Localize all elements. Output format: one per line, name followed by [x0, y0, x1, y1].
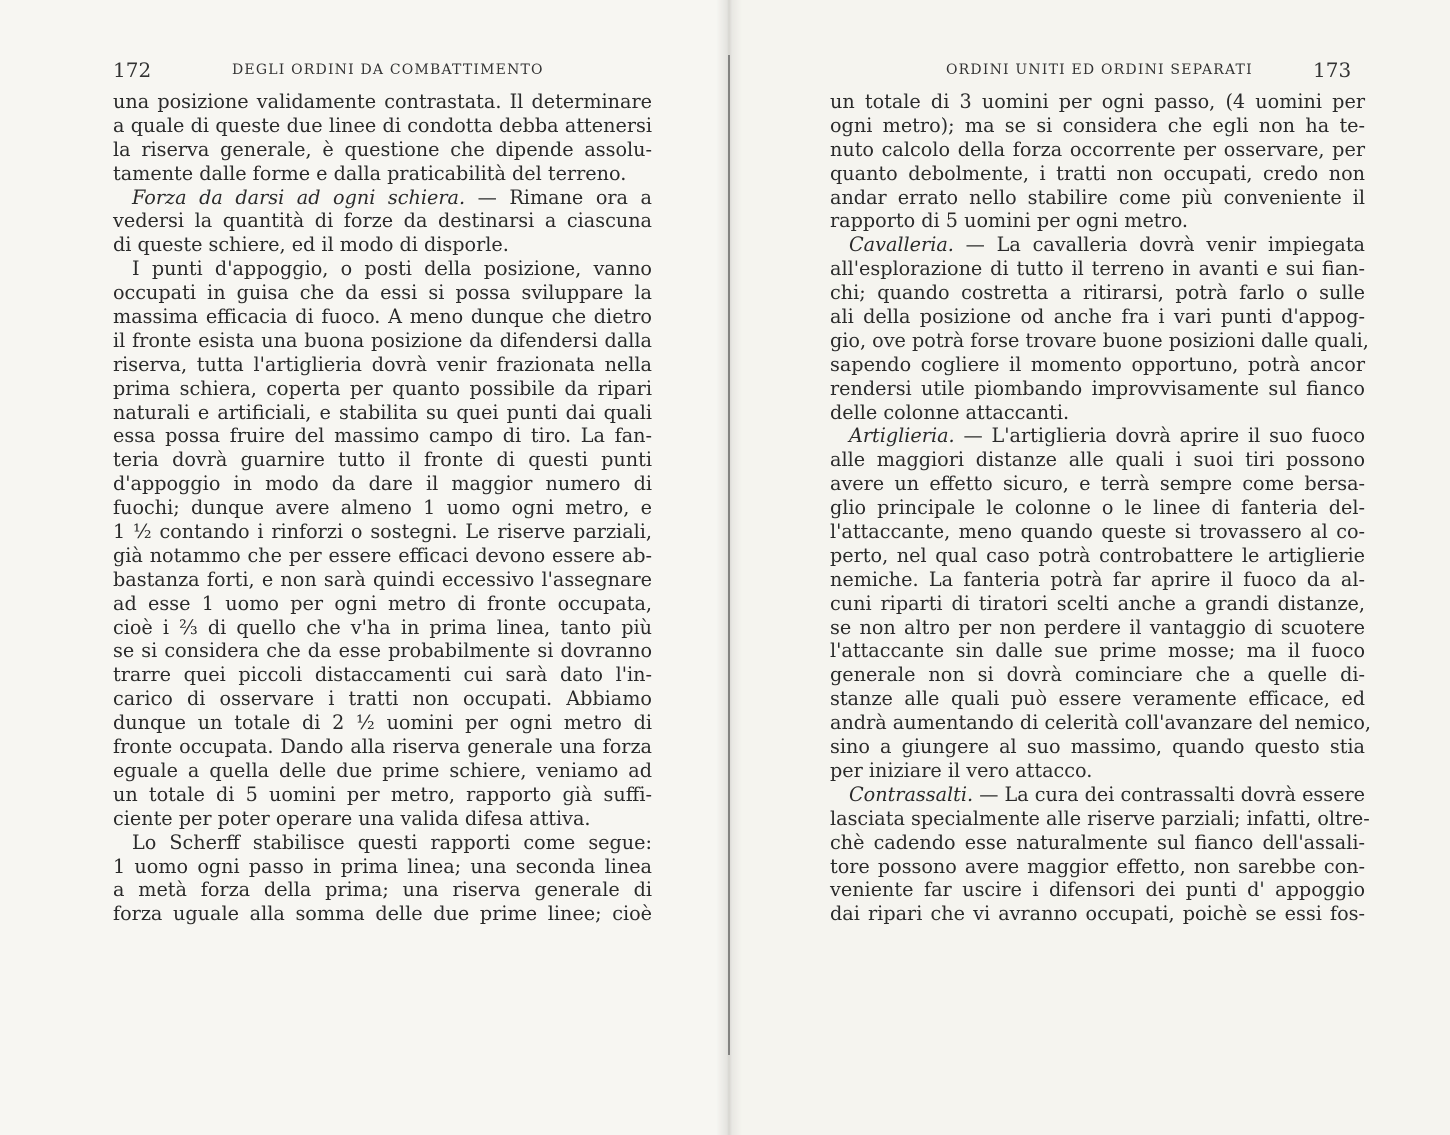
line-text: dunque un totale di 2 ½ uomini per ogni metro di — [113, 711, 652, 735]
line-text: glio principale le colonne o le linee di fanteria del- — [830, 496, 1365, 520]
text-line — [830, 114, 1365, 138]
line-text: fronte occupata. Dando alla riserva generale una forza — [113, 735, 652, 759]
text-line — [830, 711, 1372, 735]
line-text: fuochi; dunque avere almeno 1 uomo ogni metro, e — [113, 496, 652, 520]
line-text: bastanza forti, e non sarà quindi eccessivo l'assegnare — [113, 567, 652, 591]
line-text: dai ripari che vi avranno occupati, poichè se essi fos- — [830, 902, 1365, 926]
text-line — [113, 807, 652, 831]
running-head: ORDINI UNITI ED ORDINI SEPARATI — [946, 62, 1253, 78]
text-line — [830, 281, 1365, 305]
line-text: — La cavalleria dovrà venir impiegata — [953, 233, 1365, 257]
line-text: andrà aumentando di celerità coll'avanzare del nemico, — [830, 711, 1372, 735]
line-text: sapendo cogliere il momento opportuno, potrà ancor — [830, 352, 1365, 376]
text-line — [830, 759, 1365, 783]
text-line — [830, 448, 1365, 472]
text-line — [830, 735, 1365, 759]
text-line — [113, 472, 652, 496]
text-line — [113, 424, 652, 448]
text-line — [830, 616, 1365, 640]
text-line — [830, 328, 1369, 353]
text-line — [830, 472, 1365, 496]
text-line — [113, 831, 652, 855]
line-text: 1 ½ contando i rinforzi o sostegni. Le riserve parziali, — [113, 520, 652, 544]
line-text: la riserva generale, è questione che dipende assolu- — [113, 137, 652, 161]
line-text: I punti d'appoggio, o posti della posizione, vanno — [132, 257, 652, 281]
line-text: Lo Scherff stabilisce questi rapporti come segue: — [132, 830, 652, 854]
text-line — [830, 353, 1365, 377]
line-text: delle colonne attaccanti. — [830, 400, 1070, 424]
line-text: carico di osservare i tratti non occupati. Abbiamo — [113, 687, 652, 711]
text-line — [830, 878, 1365, 902]
line-text: tamente dalle forme e dalla praticabilità del terreno. — [113, 161, 627, 185]
line-text: forza uguale alla somma delle due prime linee; cioè — [113, 902, 652, 926]
line-text: trarre quei piccoli distaccamenti cui sarà dato l'in- — [113, 663, 652, 687]
text-line — [830, 257, 1365, 281]
text-line — [113, 544, 652, 568]
line-text: ogni metro); ma se si considera che egli non ha te- — [830, 113, 1365, 137]
text-line — [830, 305, 1365, 329]
page-number: 172 — [113, 58, 152, 82]
text-line — [830, 90, 1365, 114]
line-text: una posizione validamente contrastata. Il determinare — [113, 90, 652, 113]
text-line — [113, 735, 652, 759]
line-text: lasciata specialmente alle riserve parziali; infatti, oltre- — [830, 806, 1370, 830]
line-text: tore possono avere maggior effetto, non sarebbe con- — [830, 854, 1365, 878]
line-text: se si considera che da esse probabilmente si dovranno — [113, 639, 652, 663]
page-body-text — [113, 90, 652, 926]
text-line — [113, 616, 652, 640]
text-line — [113, 520, 652, 544]
line-text: gio, ove potrà forse trovare buone posizioni dalle quali, — [830, 328, 1369, 352]
line-text: occupati in guisa che da essi si possa sviluppare la — [113, 281, 652, 305]
line-text: ad esse 1 uomo per ogni metro di fronte occupata, — [113, 591, 652, 615]
line-text: un totale di 5 uomini per metro, rapporto già suffi- — [113, 782, 652, 806]
line-text: cuni riparti di tiratori scelti anche a grandi distanze, — [830, 591, 1365, 615]
text-line — [113, 281, 652, 305]
text-line — [830, 233, 1365, 257]
text-line — [113, 401, 652, 425]
line-text: quanto debolmente, i tratti non occupati, credo non — [830, 161, 1365, 185]
text-line — [113, 592, 652, 616]
text-line — [830, 687, 1365, 711]
line-text: già notammo che per essere efficaci devono essere ab- — [113, 543, 652, 567]
text-line — [113, 663, 652, 687]
line-text: un totale di 3 uomini per ogni passo, (4 uomini per — [830, 90, 1365, 113]
text-line — [830, 831, 1365, 855]
text-line — [830, 209, 1365, 233]
text-line — [113, 209, 652, 233]
text-line — [830, 424, 1365, 448]
text-line — [830, 377, 1365, 401]
text-line — [113, 257, 652, 281]
line-text: ciente per poter operare una valida difesa attiva. — [113, 806, 591, 830]
section-heading: Artiglieria. — [849, 424, 955, 448]
line-text: se non altro per non perdere il vantaggio di scuotere — [830, 615, 1365, 639]
section-heading: Forza da darsi ad ogni schiera. — [132, 185, 466, 209]
page-fold-divider — [728, 55, 730, 1055]
text-line — [830, 663, 1365, 687]
line-text: naturali e artificiali, e stabilita su quei punti dai quali — [113, 400, 652, 424]
text-line — [113, 711, 652, 735]
line-text: nuto calcolo della forza occorrente per osservare, per — [830, 137, 1365, 161]
line-text: essa possa fruire del massimo campo di tiro. La fan- — [113, 424, 652, 448]
text-line — [830, 186, 1365, 210]
line-text: nemiche. La fanteria potrà far aprire il fuoco da al- — [830, 567, 1365, 591]
line-text: l'attaccante, meno quando queste si trovassero al co- — [830, 520, 1365, 544]
line-text: l'attaccante sin dalle sue prime mosse; ma il fuoco — [830, 639, 1365, 663]
line-text: eguale a quella delle due prime schiere, veniamo ad — [113, 758, 652, 782]
text-line — [113, 783, 652, 807]
line-text: — La cura dei contrassalti dovrà essere — [973, 782, 1366, 806]
text-line — [830, 544, 1365, 568]
text-line — [113, 687, 652, 711]
text-line — [830, 783, 1365, 807]
line-text: veniente far uscire i difensori dei punti d' appoggio — [830, 878, 1365, 902]
line-text: prima schiera, coperta per quanto possibile da ripari — [113, 376, 652, 400]
line-text: avere un effetto sicuro, e terrà sempre come bersa- — [830, 472, 1365, 496]
line-text: chè cadendo esse naturalmente sul fianco dell'assali- — [830, 830, 1365, 854]
line-text: vedersi la quantità di forze da destinarsi a ciascuna — [113, 209, 652, 233]
section-heading: Contrassalti. — [849, 782, 974, 806]
text-line — [113, 90, 652, 114]
line-text: generale non si dovrà cominciare che a quelle di- — [830, 663, 1365, 687]
text-line — [830, 401, 1365, 425]
line-text: teria dovrà guarnire tutto il fronte di questi punti — [113, 448, 652, 472]
line-text: riserva, tutta l'artiglieria dovrà venir frazionata nella — [113, 352, 652, 376]
line-text: 1 uomo ogni passo in prima linea; una seconda linea — [113, 854, 652, 878]
text-line — [830, 568, 1365, 592]
line-text: a quale di queste due linee di condotta debba attenersi — [113, 113, 652, 137]
text-line — [113, 305, 652, 329]
line-text: rendersi utile piombando improvvisamente sul fianco — [830, 376, 1365, 400]
line-text: ali della posizione od anche fra i vari punti d'appog- — [830, 305, 1365, 329]
line-text: di queste schiere, ed il modo di disporle. — [113, 233, 509, 257]
text-line — [830, 806, 1370, 831]
page-body-text — [830, 90, 1372, 926]
line-text: perto, nel qual caso potrà controbattere le artiglierie — [830, 543, 1365, 567]
line-text: chi; quando costretta a ritirarsi, potrà farlo o sulle — [830, 281, 1365, 305]
line-text: il fronte esista una buona posizione da difendersi dalla — [113, 328, 652, 352]
text-line — [113, 878, 652, 902]
text-line — [113, 162, 652, 186]
line-text: per iniziare il vero attacco. — [830, 758, 1093, 782]
text-line — [113, 233, 652, 257]
line-text: andar errato nello stabilire come più conveniente il — [830, 185, 1365, 209]
running-head: DEGLI ORDINI DA COMBATTIMENTO — [232, 62, 544, 78]
text-line — [113, 114, 652, 138]
text-line — [113, 568, 652, 592]
line-text: massima efficacia di fuoco. A meno dunque che dietro — [113, 305, 652, 329]
text-line — [113, 186, 652, 210]
text-line — [113, 448, 652, 472]
text-line — [830, 592, 1365, 616]
section-heading: Cavalleria. — [849, 233, 954, 257]
text-line — [113, 138, 652, 162]
line-text: d'appoggio in modo da dare il maggior numero di — [113, 472, 652, 496]
text-line — [113, 759, 652, 783]
text-line — [830, 138, 1365, 162]
text-line — [113, 353, 652, 377]
text-line — [830, 855, 1365, 879]
text-line — [113, 496, 652, 520]
text-line — [113, 329, 652, 353]
line-text: a metà forza della prima; una riserva generale di — [113, 878, 652, 902]
text-line — [830, 520, 1365, 544]
text-line — [113, 377, 652, 401]
line-text: alle maggiori distanze alle quali i suoi tiri possono — [830, 448, 1365, 472]
line-text: cioè i ⅔ di quello che v'ha in prima linea, tanto più — [113, 615, 652, 639]
text-line — [113, 902, 652, 926]
right-page — [728, 0, 1450, 1135]
line-text: — Rimane ora a — [465, 185, 652, 209]
text-line — [830, 496, 1365, 520]
page-number: 173 — [1313, 58, 1352, 82]
text-line — [830, 902, 1365, 926]
text-line — [830, 162, 1365, 186]
line-text: stanze alle quali può essere veramente efficace, ed — [830, 687, 1365, 711]
line-text: — L'artiglieria dovrà aprire il suo fuoco — [954, 424, 1365, 448]
line-text: rapporto di 5 uomini per ogni metro. — [830, 209, 1189, 233]
text-line — [113, 639, 652, 663]
line-text: sino a giungere al suo massimo, quando questo stia — [830, 735, 1365, 759]
line-text: all'esplorazione di tutto il terreno in avanti e sui fian- — [830, 257, 1365, 281]
text-line — [830, 639, 1365, 663]
text-line — [113, 855, 652, 879]
